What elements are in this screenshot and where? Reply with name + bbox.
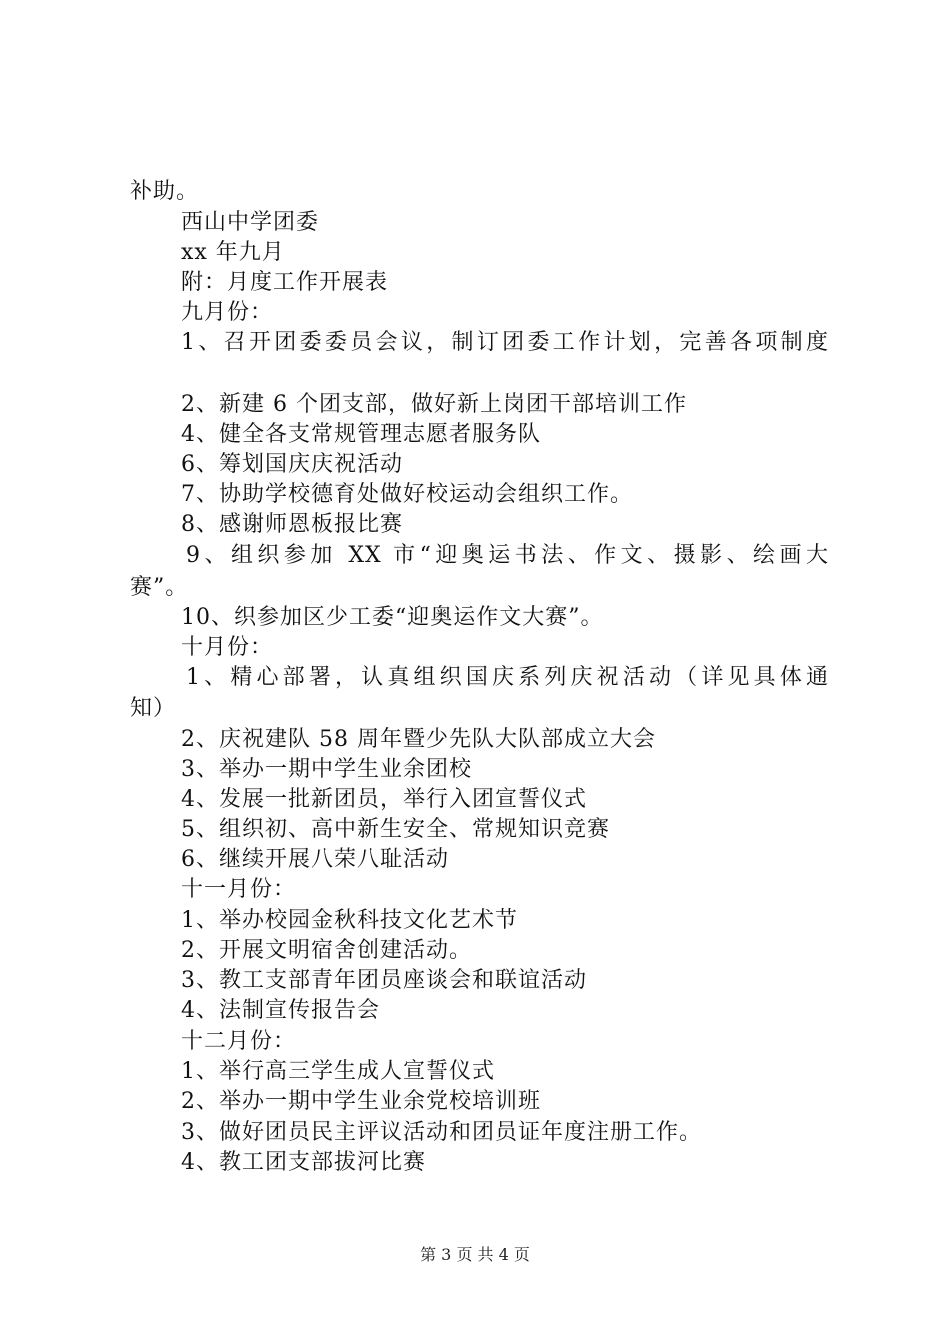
list-item: 4、发展一批新团员，举行入团宣誓仪式 xyxy=(181,787,587,812)
list-item: 3、举办一期中学生业余团校 xyxy=(181,757,472,782)
list-item: 1、精心部署，认真组织国庆系列庆祝活动（详见具体通 xyxy=(186,665,829,690)
list-item: 2、举办一期中学生业余党校培训班 xyxy=(181,1089,541,1114)
signature-org: 西山中学团委 xyxy=(181,210,320,235)
list-item: 2、开展文明宿舍创建活动。 xyxy=(181,938,472,963)
list-item: 3、做好团员民主评议活动和团员证年度注册工作。 xyxy=(181,1120,702,1145)
list-item: 1、举办校园金秋科技文化艺术节 xyxy=(181,908,518,933)
list-item-continuation: 赛”。 xyxy=(130,575,189,600)
list-item: 1、召开团委委员会议，制订团委工作计划，完善各项制度 xyxy=(181,330,829,355)
text-line-1: 补助。 xyxy=(130,179,200,204)
list-item: 6、筹划国庆庆祝活动 xyxy=(181,452,403,477)
list-item: 4、健全各支常规管理志愿者服务队 xyxy=(181,422,541,447)
list-item: 4、教工团支部拔河比赛 xyxy=(181,1150,426,1175)
list-item: 4、法制宣传报告会 xyxy=(181,998,380,1023)
list-item: 3、教工支部青年团员座谈会和联谊活动 xyxy=(181,968,587,993)
appendix-title: 附：月度工作开展表 xyxy=(181,270,389,295)
list-item: 2、庆祝建队 58 周年暨少先队大队部成立大会 xyxy=(181,727,656,752)
list-item: 10、织参加区少工委“迎奥运作文大赛”。 xyxy=(181,605,604,630)
section-heading-december: 十二月份： xyxy=(181,1029,297,1054)
signature-date: xx 年九月 xyxy=(181,240,285,265)
page-number-footer: 第 3 页 共 4 页 xyxy=(420,1245,530,1264)
list-item: 6、继续开展八荣八耻活动 xyxy=(181,847,449,872)
list-item: 9、组织参加 XX 市“迎奥运书法、作文、摄影、绘画大 xyxy=(186,543,829,568)
list-item: 7、协助学校德育处做好校运动会组织工作。 xyxy=(181,482,633,507)
section-heading-september: 九月份： xyxy=(181,300,274,325)
section-heading-october: 十月份： xyxy=(181,635,274,660)
list-item: 8、感谢师恩板报比赛 xyxy=(181,512,403,537)
list-item-continuation: 知） xyxy=(130,696,177,721)
list-item: 5、组织初、高中新生安全、常规知识竞赛 xyxy=(181,817,610,842)
section-heading-november: 十一月份： xyxy=(181,877,297,902)
list-item: 1、举行高三学生成人宣誓仪式 xyxy=(181,1059,495,1084)
list-item: 2、新建 6 个团支部，做好新上岗团干部培训工作 xyxy=(181,392,687,417)
